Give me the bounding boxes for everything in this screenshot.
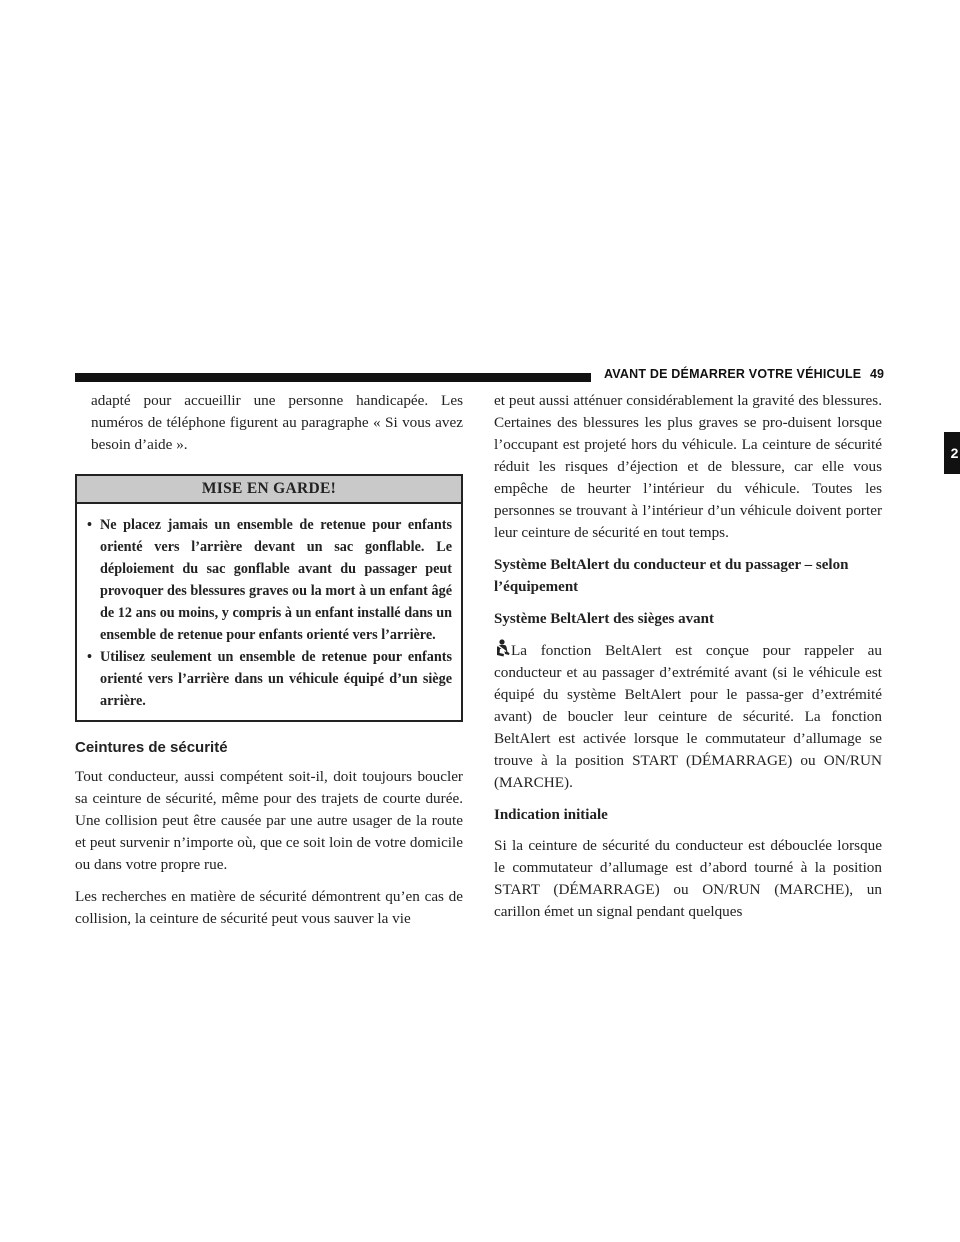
initial-indication-paragraph: Si la ceinture de sécurité du conducteur est débouclée lorsque le commutateur d’allumage est d’abord tourné à la position START (DÉMARRAGE) ou ON/RUN (MARCHE), un carillon émet un signal pendant quelques — [494, 837, 882, 920]
chapter-tab — [944, 432, 960, 474]
left-column — [75, 390, 463, 930]
warning-body — [77, 504, 461, 720]
beltalert-paragraph — [494, 639, 882, 794]
warning-item-text: Utilisez seulement un ensemble de retenue pour enfants orienté vers l’arrière dans un véhicule équipé d’un siège arrière. — [100, 649, 452, 709]
warning-item — [87, 646, 452, 712]
continuation-paragraph: et peut aussi atténuer considérablement la gravité des blessures. Certaines des blessures les plus graves se pro-duisent lorsque l’occupant est projeté hors du véhicule. La ceinture de sécurité réduit les risques d’éjection et de blessure, car elle vous empêche de heurter l’intérieur du véhicule. Toutes les personnes se trouvant à l’intérieur d’un véhicule doivent porter leur ceinture de sécurité en tout temps. — [494, 392, 882, 541]
bullet: • — [87, 649, 92, 665]
subsection-title-beltalert: Système BeltAlert du conducteur et du passager – selon l’équipement — [494, 557, 849, 595]
warning-title: MISE EN GARDE! — [77, 476, 461, 504]
header-rule — [75, 373, 591, 382]
section-title-seatbelts: Ceintures de sécurité — [75, 739, 228, 756]
body-paragraph: Les recherches en matière de sécurité démontrent qu’en cas de collision, la ceinture de sécurité peut vous sauver la vie — [75, 888, 463, 927]
seatbelt-warning-icon — [494, 639, 511, 657]
right-column — [494, 390, 882, 923]
warning-box — [75, 474, 463, 722]
body-paragraph: Tout conducteur, aussi compétent soit-il, doit toujours boucler sa ceinture de sécurité, même pour des trajets de courte durée. Une collision peut être causée par une autre usager de la route et peut survenir n’importe où, que ce soit loin de votre domicile ou dans votre propre rue. — [75, 768, 463, 873]
warning-item — [87, 514, 452, 646]
beltalert-paragraph-text: La fonction BeltAlert est conçue pour rappeler au conducteur et au passager d’extrémité avant (si le véhicule est équipé du système BeltAlert pour le passa-ger d’extrémité avant) de boucler leur ceinture de sécurité. La fonction BeltAlert est activée lorsque le commutateur d’allumage se trouve à la position START (DÉMARRAGE) ou ON/RUN (MARCHE). — [494, 642, 882, 791]
front-seats-title: Système BeltAlert des sièges avant — [494, 611, 714, 627]
page-number: 49 — [870, 367, 884, 381]
intro-paragraph: adapté pour accueillir une personne handicapée. Les numéros de téléphone figurent au paragraphe « Si vous avez besoin d’aide ». — [91, 392, 463, 453]
chapter-tab-number: 2 — [950, 445, 959, 461]
initial-indication-title: Indication initiale — [494, 807, 608, 823]
warning-item-text: Ne placez jamais un ensemble de retenue pour enfants orienté vers l’arrière devant un sac gonflable. Le déploiement du sac gonflable avant du passager peut provoquer des blessures graves ou la mort à un enfant âgé de 12 ans ou moins, y compris à un enfant installé dans un ensemble de retenue pour enfants orienté vers l’arrière. — [100, 517, 452, 643]
bullet: • — [87, 517, 92, 533]
running-header-title: AVANT DE DÉMARRER VOTRE VÉHICULE — [604, 367, 862, 381]
